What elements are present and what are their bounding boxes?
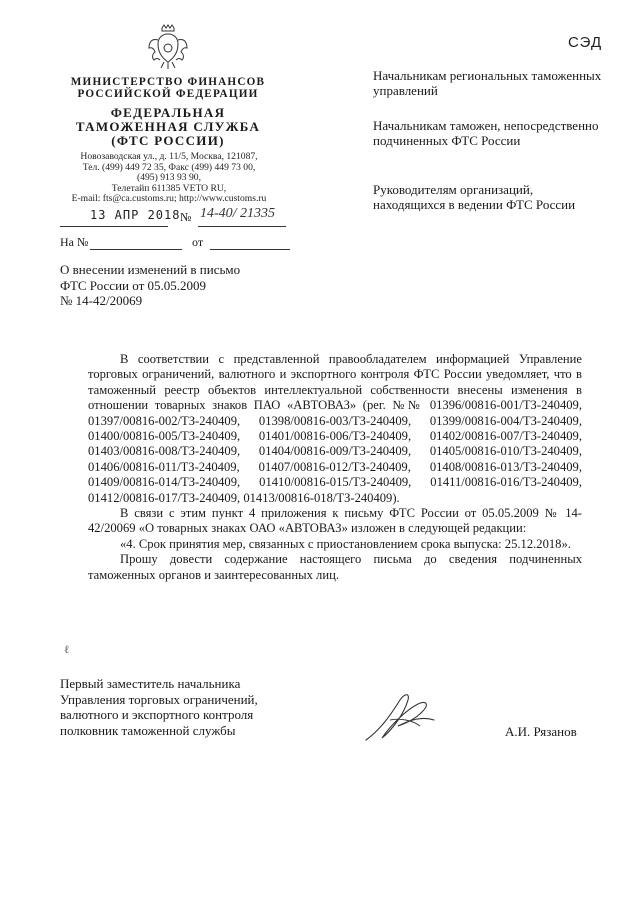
reference-label: На № [60, 235, 89, 249]
letter-subject [60, 262, 320, 309]
body-paragraph: В соответствии с представленной правообладателем информацией Управление торговых ограничений, валютного и экспортного контроля ФТС России уведомляет, что в таможенный реестр объектов интеллектуальной собственности внесены изменения в отношении товарных знаков ПАО «АВТОВАЗ» (рег. №№ 01396/00816-001/ТЗ-240409, 01397/00816-002/ТЗ-240409, 01398/00816-003/ТЗ-240409, 01399/00816-004/ТЗ-240409, 01400/00816-005/ТЗ-240409, 01401/00816-006/ТЗ-240409, 01402/00816-007/ТЗ-240409, 01403/00816-008/ТЗ-240409, 01404/00816-009/ТЗ-240409, 01405/00816-010/ТЗ-240409, 01406/00816-011/ТЗ-240409, 01407/00816-012/ТЗ-240409, 01408/00816-013/ТЗ-240409, 01409/00816-014/ТЗ-240409, 01410/00816-015/ТЗ-240409, 01411/00816-016/ТЗ-240409, 01412/00816-017/ТЗ-240409, 01413/00816-018/ТЗ-240409). [88, 352, 582, 505]
addressee: Начальникам таможен, непосредственно подчиненных ФТС России [373, 118, 599, 148]
title-line: валютного и экспортного контроля [60, 707, 254, 722]
subject-line: № 14-42/20069 [60, 293, 143, 308]
from-label: от [192, 235, 204, 249]
coat-of-arms-icon [148, 22, 188, 72]
service-address [58, 152, 280, 205]
body-paragraph: В связи с этим пункт 4 приложения к письму ФТС России от 05.05.2009 № 14-42/20069 «О товарных знаках ОАО «АВТОВАЗ» изложен в следующей редакции: [88, 506, 582, 536]
letter-body [88, 352, 582, 583]
body-paragraph: «4. Срок принятия мер, связанных с приостановлением срока выпуска: 25.12.2018». [120, 536, 571, 551]
ministry-name [58, 76, 278, 100]
registration-date: 13 АПР 2018 [90, 208, 181, 222]
service-line: (ФТС РОССИИ) [111, 133, 225, 148]
reference-field [90, 235, 182, 250]
title-line: полковник таможенной службы [60, 722, 236, 738]
address-line: Новозаводская ул., д. 11/5, Москва, 121087, [80, 151, 258, 162]
addressee: Руководителям организаций, находящихся в ведении ФТС России [373, 182, 576, 212]
ministry-line: МИНИСТЕРСТВО ФИНАНСОВ [70, 76, 266, 88]
address-line: (495) 913 93 90, [137, 172, 201, 184]
title-line: Управления торговых ограничений, [60, 691, 258, 707]
service-line: ФЕДЕРАЛЬНАЯ [110, 105, 226, 120]
body-paragraph: Прошу довести содержание настоящего письма до сведения подчиненных таможенных органов и заинтересованных лиц. [88, 552, 582, 582]
subject-line: О внесении изменений в письмо [60, 262, 241, 277]
subject-line: ФТС России от 05.05.2009 [60, 277, 207, 293]
address-line: Тел. (499) 449 72 35, Факс (499) 449 73 00, [82, 161, 256, 173]
registration-row [60, 206, 290, 230]
ministry-line: РОССИЙСКОЙ ФЕДЕРАЦИИ [77, 88, 259, 100]
stamp-code: СЭД [568, 34, 603, 51]
number-label: № [180, 210, 192, 224]
margin-mark: ℓ [64, 644, 70, 656]
from-field [210, 235, 290, 250]
signatory-name: А.И. Рязанов [505, 724, 577, 739]
service-line: ТАМОЖЕННАЯ СЛУЖБА [75, 119, 261, 134]
reference-row [60, 235, 290, 253]
signatory-title [60, 676, 320, 738]
addressee: Начальникам региональных таможенных управлений [373, 68, 602, 98]
address-line: E-mail: fts@ca.customs.ru; http://www.customs.ru [71, 193, 267, 205]
service-name [58, 106, 278, 148]
address-line: Телетайп 611385 VETO RU, [111, 182, 227, 194]
handwritten-signature [360, 690, 440, 746]
registration-number: 14-40/ 21335 [200, 206, 276, 221]
title-line: Первый заместитель начальника [60, 676, 241, 691]
